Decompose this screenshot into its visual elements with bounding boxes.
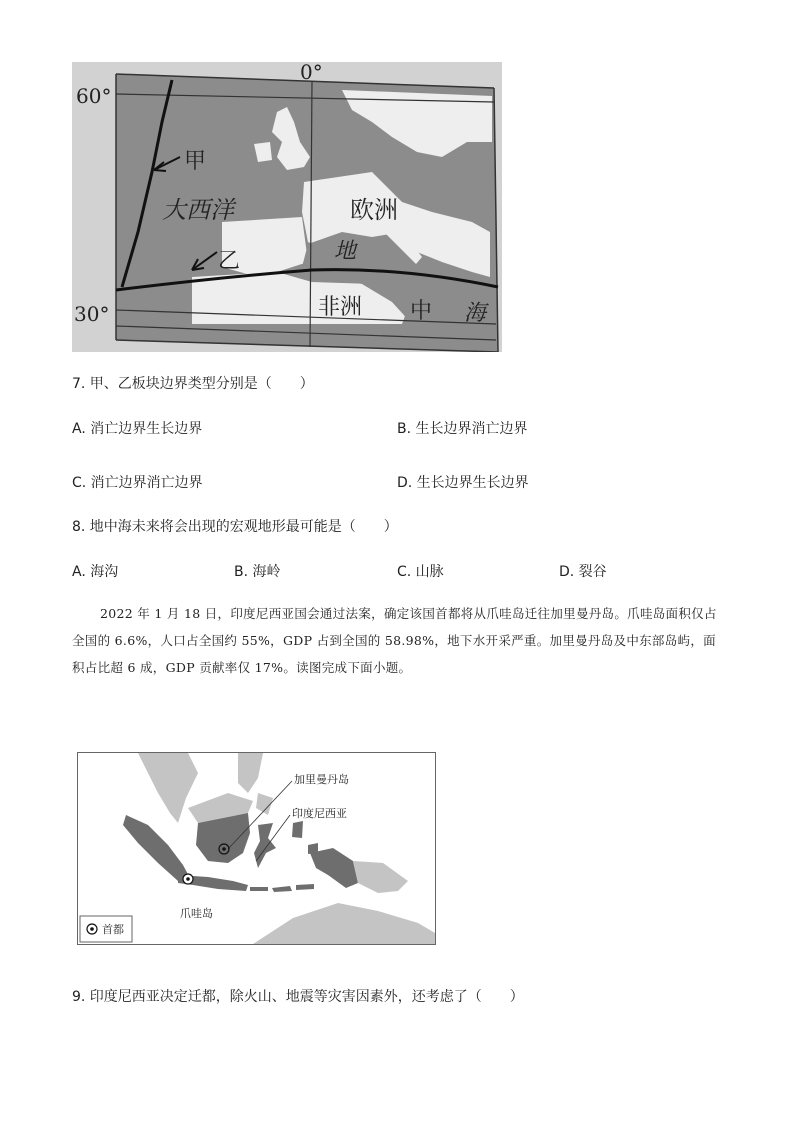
label-med-1: 地: [334, 239, 357, 264]
papua-new-guinea: [353, 861, 408, 893]
lat-30-label: 30°: [74, 302, 110, 326]
label-med-2: 中: [410, 299, 433, 324]
map-europe-svg: [72, 62, 502, 352]
old-capital-dot: [186, 877, 190, 881]
mainland-asia: [138, 753, 198, 823]
sulawesi: [254, 823, 276, 868]
map-figure-indonesia: [77, 752, 436, 945]
maluku: [292, 821, 318, 854]
question-7-option-d[interactable]: D. 生长边界生长边界: [397, 475, 529, 491]
question-9-stem: 9. 印度尼西亚决定迁都，除火山、地震等灾害因素外，还考虑了（ ）: [72, 989, 524, 1005]
lesser-sunda: [250, 884, 314, 892]
label-jia: 甲: [184, 149, 207, 174]
new-capital-dot: [222, 847, 226, 851]
reading-passage: 2022 年 1 月 18 日，印度尼西亚国会通过法案，确定该国首都将从爪哇岛迁往加里曼丹岛。爪哇岛面积仅占全国的 6.6%，人口占全国约 55%，GDP 占到全国的 58.98%，地下水开采严重。加里曼丹岛及中东部岛屿，面积占比超 6 成，GDP 贡献率仅 17%。读图完成下面小题。: [72, 606, 717, 675]
papua-indonesia: [310, 848, 358, 888]
map-indonesia-svg: [78, 753, 435, 944]
lat-60-label: 60°: [76, 84, 112, 108]
label-africa: 非洲: [318, 295, 363, 320]
question-8-option-b[interactable]: B. 海岭: [234, 564, 281, 580]
label-europe: 欧洲: [350, 196, 398, 224]
legend-capital-icon-dot: [90, 927, 94, 931]
question-8-stem: 8. 地中海未来将会出现的宏观地形最可能是（ ）: [72, 519, 398, 535]
question-7-stem: 7. 甲、乙板块边界类型分别是（ ）: [72, 376, 314, 392]
meridian-label: 0°: [300, 60, 323, 84]
philippines: [238, 753, 263, 793]
legend-capital-label: 首都: [102, 923, 124, 936]
label-yi: 乙: [218, 249, 241, 274]
question-8-option-a[interactable]: A. 海沟: [72, 564, 119, 580]
label-atlantic: 大西洋: [162, 196, 234, 224]
question-7-option-c[interactable]: C. 消亡边界消亡边界: [72, 475, 203, 491]
label-indonesia: 印度尼西亚: [292, 807, 347, 820]
label-kalimantan: 加里曼丹岛: [294, 773, 349, 786]
question-7-option-b[interactable]: B. 生长边界消亡边界: [397, 421, 528, 437]
australia: [253, 903, 435, 944]
map-figure-europe: [72, 62, 502, 352]
question-7-option-a[interactable]: A. 消亡边界生长边界: [72, 421, 203, 437]
label-med-3: 海: [464, 301, 487, 326]
sumatra: [123, 815, 190, 881]
question-8-option-d[interactable]: D. 裂谷: [559, 564, 607, 580]
question-8-option-c[interactable]: C. 山脉: [397, 564, 444, 580]
label-java: 爪哇岛: [180, 907, 213, 920]
